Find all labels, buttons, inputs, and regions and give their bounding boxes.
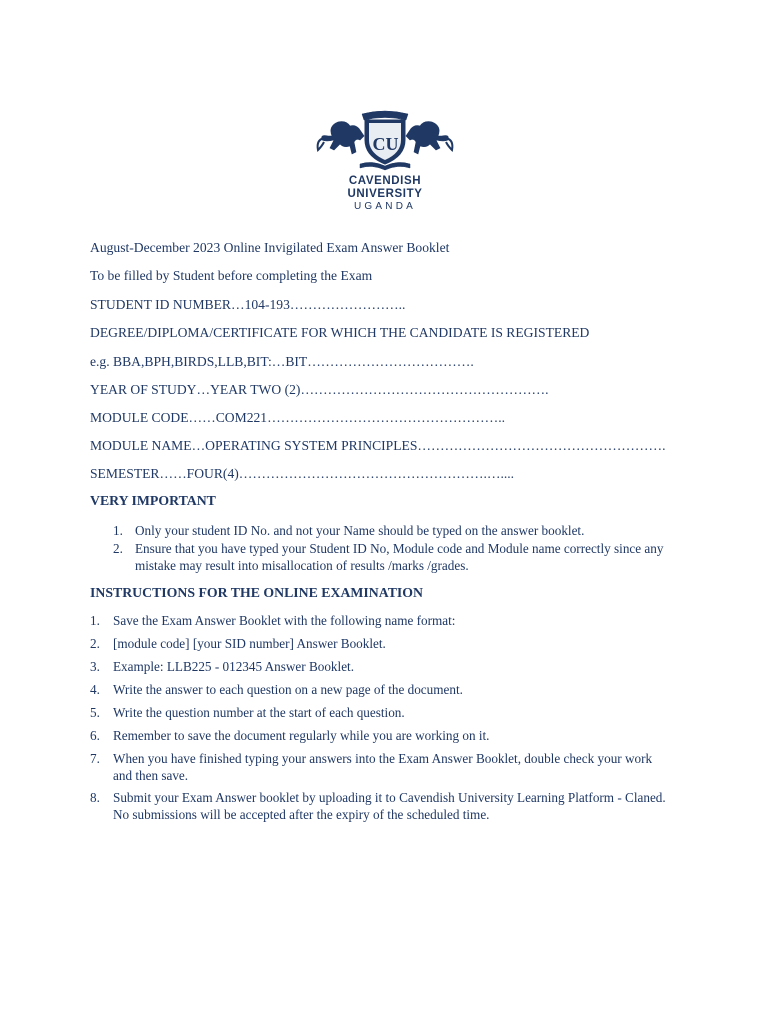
list-item-text: Only your student ID No. and not your Name should be typed on the answer booklet. bbox=[135, 523, 585, 538]
list-item-text: [module code] [your SID number] Answer Booklet. bbox=[113, 636, 386, 651]
list-item-text: Write the question number at the start of each question. bbox=[113, 705, 405, 720]
list-item-text: Submit your Exam Answer booklet by uploading it to Cavendish University Learning Platform - Claned. No submissions will be accepted after the expiry of the scheduled time. bbox=[113, 790, 666, 822]
crest-icon bbox=[310, 106, 460, 174]
list-item-text: Example: LLB225 - 012345 Answer Booklet. bbox=[113, 659, 355, 674]
crest-letter-u: U bbox=[385, 134, 399, 154]
university-logo bbox=[310, 106, 460, 216]
booklet-subtitle: To be filled by Student before completing the Exam bbox=[90, 268, 373, 283]
list-item-number: 2. bbox=[90, 636, 100, 651]
list-item-text: When you have finished typing your answers into the Exam Answer Booklet, double check your work and then save. bbox=[113, 751, 653, 783]
degree-label: DEGREE/DIPLOMA/CERTIFICATE FOR WHICH THE CANDIDATE IS REGISTERED bbox=[90, 325, 590, 340]
list-item-number: 5. bbox=[90, 705, 100, 720]
student-id-field: STUDENT ID NUMBER…104-193…………………….. bbox=[90, 297, 406, 312]
list-item-number: 8. bbox=[90, 790, 100, 805]
instructions-heading: INSTRUCTIONS FOR THE ONLINE EXAMINATION bbox=[90, 585, 423, 600]
list-item-number: 1. bbox=[113, 523, 123, 538]
list-item-number: 3. bbox=[90, 659, 100, 674]
logo-name-line2: UNIVERSITY bbox=[347, 188, 423, 200]
very-important-heading: VERY IMPORTANT bbox=[90, 493, 216, 508]
year-of-study-field: YEAR OF STUDY…YEAR TWO (2)………………………………………………. bbox=[90, 382, 549, 397]
booklet-title: August-December 2023 Online Invigilated Exam Answer Booklet bbox=[90, 240, 450, 255]
list-item-text: Ensure that you have typed your Student ID No, Module code and Module name correctly since any mistake may result into misallocation of results /marks /grades. bbox=[135, 541, 664, 573]
list-item-number: 1. bbox=[90, 613, 100, 628]
degree-field: e.g. BBA,BPH,BIRDS,LLB,BIT:…BIT………………………………. bbox=[90, 354, 474, 369]
semester-field: SEMESTER……FOUR(4)……………………………………………….….... bbox=[90, 466, 515, 481]
logo-name-line1: CAVENDISH bbox=[348, 175, 422, 187]
logo-name-line3: UGANDA bbox=[354, 201, 416, 212]
list-item-number: 2. bbox=[113, 541, 123, 556]
list-item-number: 4. bbox=[90, 682, 100, 697]
list-item-number: 7. bbox=[90, 751, 100, 766]
list-item-text: Remember to save the document regularly while you are working on it. bbox=[113, 728, 490, 743]
module-name-field: MODULE NAME…OPERATING SYSTEM PRINCIPLES………………………………………………. bbox=[90, 438, 666, 453]
list-item-text: Write the answer to each question on a new page of the document. bbox=[113, 682, 463, 697]
module-code-field: MODULE CODE……COM221…………………………………………….. bbox=[90, 410, 505, 425]
crest-letter-c: C bbox=[372, 134, 386, 154]
list-item-number: 6. bbox=[90, 728, 100, 743]
list-item-text: Save the Exam Answer Booklet with the following name format: bbox=[113, 613, 456, 628]
